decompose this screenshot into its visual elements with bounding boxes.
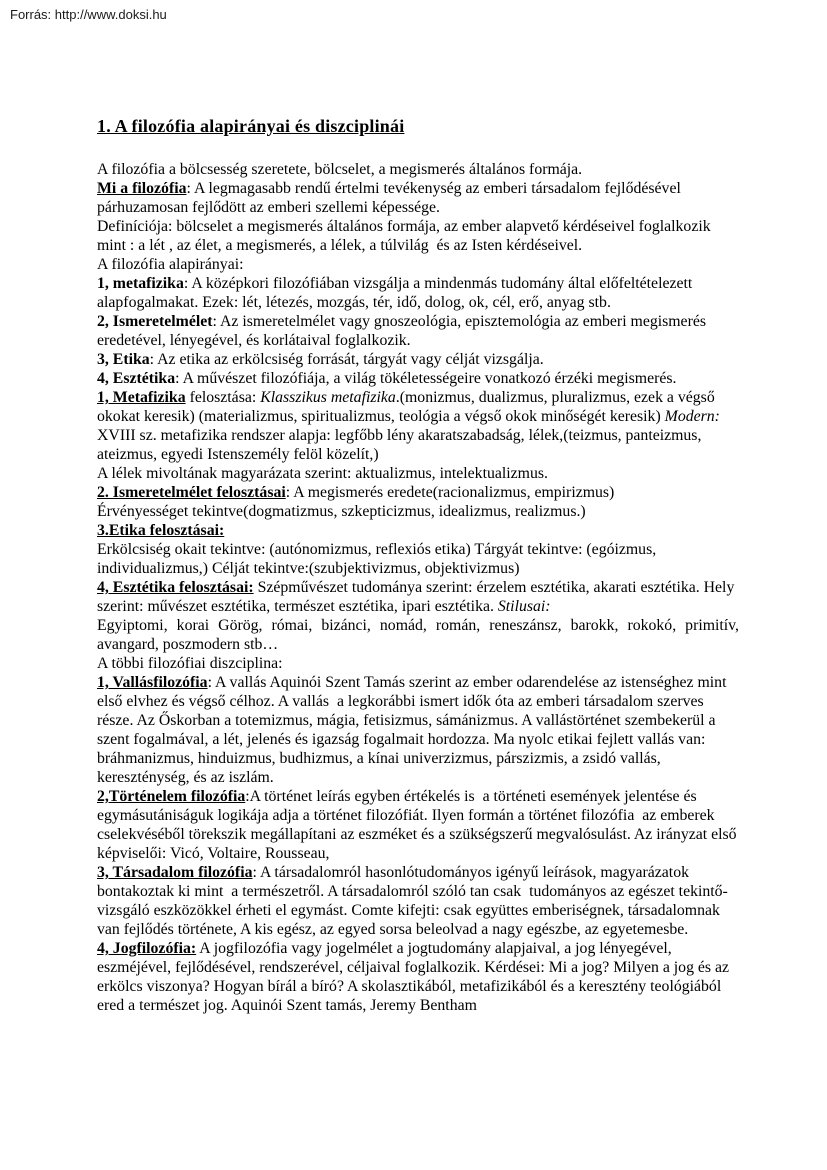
text-run: 1, metafizika — [97, 275, 184, 292]
paragraph — [97, 578, 739, 616]
text-run: 3, Társadalom filozófia — [97, 864, 253, 881]
text-run: A filozófia a bölcsesség szeretete, bölcselet, a megismerés általános formája. — [97, 161, 583, 178]
text-run: Klasszikus metafizika — [260, 389, 396, 406]
text-run: 4, Esztétika — [97, 370, 176, 387]
paragraph — [97, 540, 739, 578]
paragraph — [97, 179, 739, 217]
text-run: 4, Jogfilozófia: — [97, 940, 197, 957]
text-run: Érvényességet tekintve(dogmatizmus, szkepticizmus, idealizmus, realizmus.) — [97, 503, 586, 520]
text-run: Szépművészet tudománya szerint: érzelem esztétika, akarati esztétika. Hely szerint: művészet esztétika, természet esztétika, ipari esztétika. — [97, 579, 739, 615]
text-run: 1, Vallásfilozófia — [97, 674, 208, 691]
paragraph — [97, 350, 739, 369]
text-run: 2. Ismeretelmélet felosztásai — [97, 484, 286, 501]
source-url-label: Forrás: http://www.doksi.hu — [10, 7, 167, 22]
paragraph — [97, 673, 739, 787]
text-run: 2, Ismeretelmélet — [97, 313, 213, 330]
text-run: A jogfilozófia vagy jogelmélet a jogtudomány alapjaival, a jog lényegével, eszméjével, fejlődésével, rendszerével, céljaival foglalkozik. Kérdései: Mi a jog? Milyen a jog és az erkölcs viszonya? Hogyan bírál a bíró? A skolasztikából, metafizikából és a keresztény teológiából ered a természet jog. Aquinói Szent tamás, Jeremy Bentham — [97, 940, 734, 1014]
text-run: A többi filozófiai diszciplina: — [97, 655, 283, 672]
text-run: Definíciója: bölcselet a megismerés általános formája, az ember alapvető kérdéseivel foglalkozik mint : a lét , az élet, a megismerés, a lélek, a túlvilág és az Isten kérdéseivel. — [97, 218, 715, 254]
text-run: : A társadalomról hasonlótudományos igényű leírások, magyarázatok bontakoztak ki mint a természetről. A társadalomról szóló tan csak tudományos az egészet tekintő- vizsgáló eszközökkel érheti el egymást. Comte kifejti: csak együttes emberiségnek, társadalomnak van fejlődés története, A kis egész, az egyed sorsa beleolvad a nagy egészbe, az egyetemesbe. — [97, 864, 732, 938]
text-run: : Az ismeretelmélet vagy gnoszeológia, episztemológia az emberi megismerés eredetével, lényegével, és korlátaival foglalkozik. — [97, 313, 710, 349]
paragraph — [97, 654, 739, 673]
document-title: 1. A filozófia alapirányai és diszciplinái — [97, 116, 405, 136]
paragraph — [97, 939, 739, 1015]
text-run: 3.Etika felosztásai: — [97, 522, 225, 539]
text-run: Mi a filozófia — [97, 180, 187, 197]
text-run: : A művészet filozófiája, a világ tökéletességeire vonatkozó érzéki megismerés. — [175, 370, 677, 387]
text-run: : A legmagasabb rendű értelmi tevékenység az emberi társadalom fejlődésével párhuzamosan fejlődött az emberi szellemi képessége. — [97, 180, 685, 216]
paragraph — [97, 388, 739, 464]
text-run: 2,Történelem filozófia — [97, 788, 246, 805]
text-run: : A középkori filozófiában vizsgálja a mindenmás tudomány által előfeltételezett alapfogalmakat. Ezek: lét, létezés, mozgás, tér, idő, dolog, ok, cél, erő, anyag stb. — [97, 275, 697, 311]
paragraph — [97, 787, 739, 863]
paragraph — [97, 521, 739, 540]
text-run: : A megismerés eredete(racionalizmus, empirizmus) — [285, 484, 615, 501]
text-run: Egyiptomi, korai Görög, római, bizánci, nomád, román, reneszánsz, barokk, rokokó, primitív, avangard, poszmodern stb… — [97, 617, 743, 653]
text-run: 4, Esztétika felosztásai: — [97, 579, 254, 596]
text-run: XVIII sz. metafizika rendszer alapja: legfőbb lény akaratszabadság, lélek,(teizmus, panteizmus, ateizmus, egyedi Istenszemély felöl közelít,) — [97, 408, 724, 463]
text-run: : A vallás Aquinói Szent Tamás szerint az ember odarendelése az istenséghez mint első elvhez és végső célhoz. A vallás a legkorábbi ismert idők óta az emberi társadalom szerves része. Az Őskorban a totemizmus, mágia, fetisizmus, sámánizmus. A vallástörténet szembekerül a szent fogalmával, a lét, jelenés és igazság fogalmait hordozza. Ma nyolc etikai fejlett vallás van: bráhmanizmus, hinduizmus, budhizmus, a kínai univerzizmus, párszizmis, a zsidó vallás, kereszténység, és az iszlám. — [97, 674, 731, 786]
paragraph — [97, 502, 739, 521]
document-content — [97, 116, 743, 1015]
paragraph — [97, 312, 739, 350]
paragraph — [97, 369, 739, 388]
text-run: 1, Metafizika — [97, 389, 186, 406]
text-run: A lélek mivoltának magyarázata szerint: aktualizmus, intelektualizmus. — [97, 465, 548, 482]
paragraph — [97, 217, 739, 255]
paragraph — [97, 274, 739, 312]
paragraph — [97, 483, 739, 502]
text-run: felosztása: — [185, 389, 261, 406]
text-run: .(monizmus, dualizmus, pluralizmus, ezek a végső okokat keresik) (materializmus, spiritualizmus, teológia a végső okok minőségét keresik) — [97, 389, 719, 425]
text-run: A filozófia alapirányai: — [97, 256, 244, 273]
paragraph — [97, 863, 739, 939]
text-run: Stilusai: — [497, 598, 551, 615]
document-body — [97, 160, 743, 1015]
paragraph — [97, 464, 739, 483]
paragraph — [97, 255, 739, 274]
text-run: : Az etika az erkölcsiség forrását, tárgyát vagy célját vizsgálja. — [149, 351, 544, 368]
text-run: 3, Etika — [97, 351, 150, 368]
text-run: Erkölcsiség okait tekintve: (autónomizmus, reflexiós etika) Tárgyát tekintve: (egóizmus, individualizmus,) Célját tekintve:(szubjektivizmus, objektivizmus) — [97, 541, 661, 577]
text-run: :A történet leírás egyben értékelés is a történeti események jelentése és egymásutániságuk logikája adja a történet filozófiát. Ilyen formán a történet filozófia az emberek cselekvéséből törekszik megállapítani az eszméket és a szükségszerű megvalósulást. Az irányzat első képviselői: Vicó, Voltaire, Rousseau, — [97, 788, 741, 862]
paragraph — [97, 160, 739, 179]
text-run: Modern: — [664, 408, 720, 425]
paragraph — [97, 616, 743, 654]
